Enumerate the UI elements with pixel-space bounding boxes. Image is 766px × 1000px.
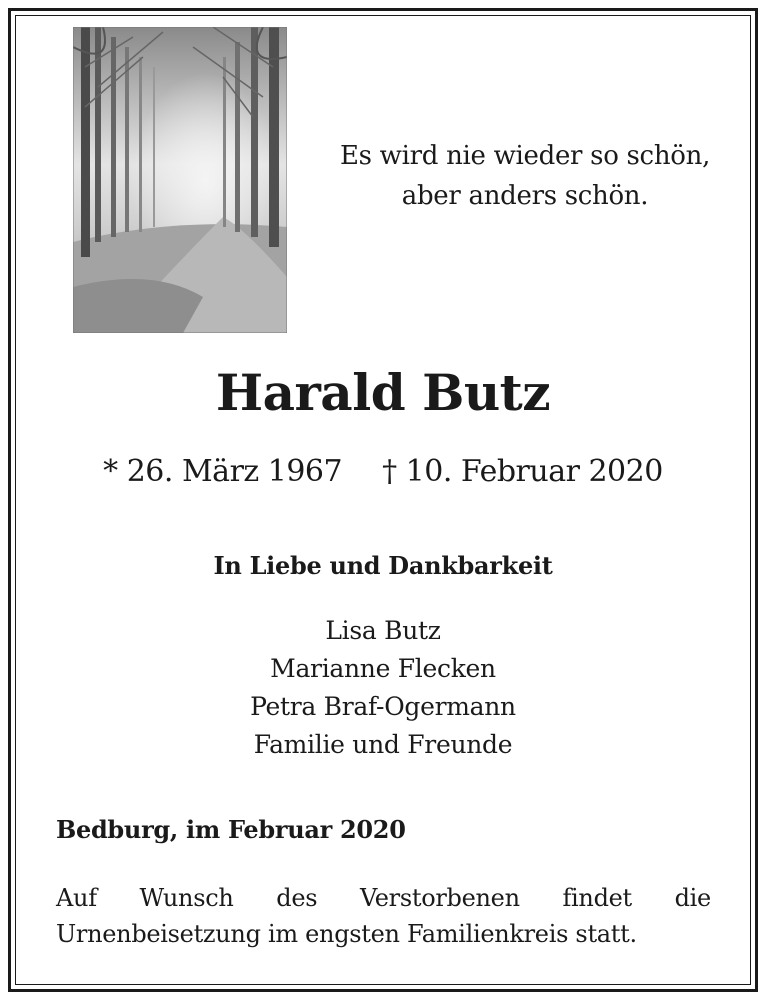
notice-word: Auf — [56, 884, 97, 912]
deceased-name: Harald Butz — [215, 363, 551, 422]
notice-line-1 — [56, 880, 711, 916]
notice-word: die — [674, 884, 711, 912]
mourners-list — [0, 612, 766, 764]
burial-notice — [56, 880, 711, 952]
birth-symbol: * — [103, 454, 118, 489]
mourner-name: Familie und Freunde — [253, 730, 513, 759]
place-and-date: Bedburg, im Februar 2020 — [56, 815, 406, 844]
quote-line-2: aber anders schön. — [401, 181, 649, 211]
cross-icon: † — [382, 454, 397, 489]
dedication: In Liebe und Dankbarkeit — [213, 551, 553, 580]
mourner-name: Marianne Flecken — [270, 654, 496, 683]
mourner-name: Petra Braf-Ogermann — [250, 692, 516, 721]
death-date: 10. Februar 2020 — [405, 454, 663, 489]
notice-word: Verstorbenen — [359, 884, 520, 912]
mourner-name: Lisa Butz — [325, 616, 441, 645]
notice-word: findet — [562, 884, 632, 912]
quote-line-1: Es wird nie wieder so schön, — [339, 141, 711, 171]
notice-word: Wunsch — [139, 884, 234, 912]
memorial-quote — [300, 136, 750, 216]
life-dates — [0, 450, 766, 494]
notice-word: des — [276, 884, 318, 912]
birth-date: 26. März 1967 — [126, 454, 343, 489]
notice-line-2: Urnenbeisetzung im engsten Familienkreis statt. — [56, 920, 637, 948]
forest-path-photo — [73, 27, 287, 333]
